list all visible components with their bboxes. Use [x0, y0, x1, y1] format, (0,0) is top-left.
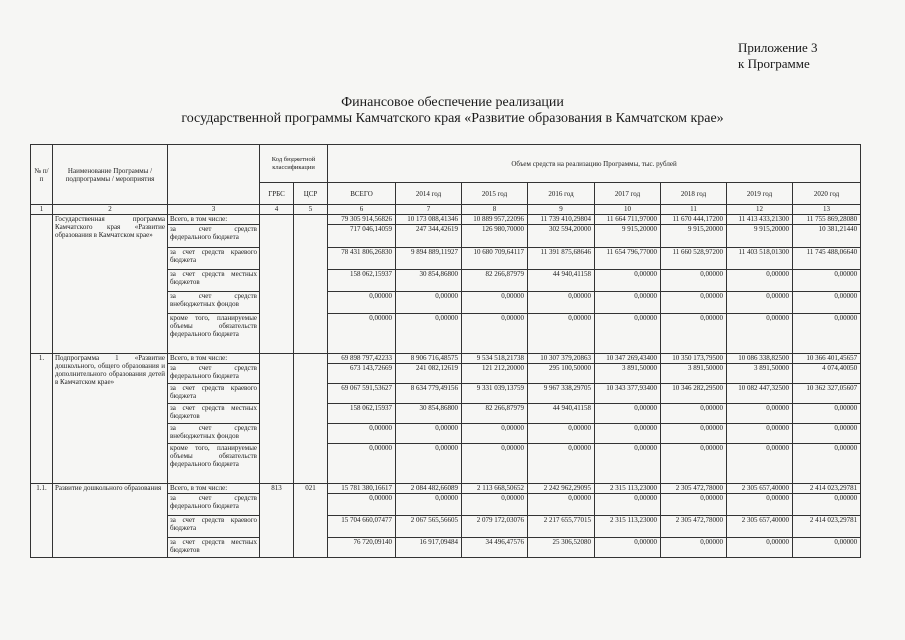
- amount-cell: 295 100,50000: [528, 364, 595, 384]
- header-grbs: ГРБС: [260, 183, 294, 205]
- amount-cell: 158 062,15937: [328, 404, 396, 424]
- col-number: 11: [661, 205, 727, 215]
- amount-cell: 126 980,70000: [462, 225, 528, 248]
- amount-cell: 3 891,50000: [595, 364, 661, 384]
- amount-cell: 69 898 797,42233: [328, 354, 396, 364]
- col-number: 1: [31, 205, 53, 215]
- amount-cell: 8 906 716,48575: [396, 354, 462, 364]
- funding-source: за счет средств местных бюджетов: [168, 270, 260, 292]
- amount-cell: 0,00000: [462, 424, 528, 444]
- col-number: 12: [727, 205, 793, 215]
- amount-cell: 2 067 565,56605: [396, 516, 462, 538]
- amount-cell: 0,00000: [528, 494, 595, 516]
- amount-cell: 0,00000: [793, 404, 861, 424]
- amount-cell: 11 391 875,68646: [528, 248, 595, 270]
- section-number: 1.: [31, 354, 53, 484]
- amount-cell: 16 917,09484: [396, 538, 462, 558]
- section-csr: [294, 354, 328, 484]
- amount-cell: 10 347 269,43400: [595, 354, 661, 364]
- amount-cell: 11 413 433,21300: [727, 215, 793, 225]
- col-number: 5: [294, 205, 328, 215]
- amount-cell: 44 940,41158: [528, 270, 595, 292]
- funding-source: за счет средств федерального бюджета: [168, 225, 260, 248]
- amount-cell: 2 305 472,78000: [661, 516, 727, 538]
- amount-cell: 0,00000: [595, 424, 661, 444]
- funding-source: за счет средств федерального бюджета: [168, 494, 260, 516]
- amount-cell: 2 242 962,29095: [528, 484, 595, 494]
- amount-cell: 0,00000: [727, 270, 793, 292]
- amount-cell: 3 891,50000: [661, 364, 727, 384]
- amount-cell: 121 212,20000: [462, 364, 528, 384]
- amount-cell: 302 594,20000: [528, 225, 595, 248]
- amount-cell: 0,00000: [595, 494, 661, 516]
- amount-cell: 0,00000: [661, 314, 727, 354]
- amount-cell: 9 894 889,11927: [396, 248, 462, 270]
- amount-cell: 11 660 528,97200: [661, 248, 727, 270]
- amount-cell: 2 305 657,40000: [727, 516, 793, 538]
- header-name: Наименование Программы / подпрограммы / мероприятия: [53, 145, 168, 205]
- amount-cell: 0,00000: [727, 494, 793, 516]
- col-number: 3: [168, 205, 260, 215]
- amount-cell: 82 266,87979: [462, 404, 528, 424]
- amount-cell: 241 082,12619: [396, 364, 462, 384]
- col-number: 13: [793, 205, 861, 215]
- section-csr: 021: [294, 484, 328, 558]
- amount-cell: 15 781 380,16617: [328, 484, 396, 494]
- amount-cell: 2 305 472,78000: [661, 484, 727, 494]
- section-name: Развитие дошкольного образования: [53, 484, 168, 558]
- table-row: [31, 484, 861, 494]
- annex-line-2: к Программе: [738, 56, 810, 71]
- amount-cell: 0,00000: [595, 538, 661, 558]
- amount-cell: 2 414 023,29781: [793, 516, 861, 538]
- amount-cell: 69 067 591,53627: [328, 384, 396, 404]
- header-2018: 2018 год: [661, 183, 727, 205]
- amount-cell: 10 346 282,29500: [661, 384, 727, 404]
- funding-source: за счет средств федерального бюджета: [168, 364, 260, 384]
- funding-source: за счет средств краевого бюджета: [168, 248, 260, 270]
- amount-cell: 0,00000: [727, 314, 793, 354]
- amount-cell: 0,00000: [595, 444, 661, 484]
- header-no: № п/п: [31, 145, 53, 205]
- amount-cell: 0,00000: [528, 444, 595, 484]
- amount-cell: 0,00000: [727, 538, 793, 558]
- funding-source: за счет средств местных бюджетов: [168, 404, 260, 424]
- amount-cell: 9 967 338,29705: [528, 384, 595, 404]
- amount-cell: 0,00000: [595, 314, 661, 354]
- title-line-2: государственной программы Камчатского края «Развитие образования в Камчатском крае»: [181, 111, 724, 126]
- amount-cell: 0,00000: [793, 424, 861, 444]
- amount-cell: 0,00000: [462, 292, 528, 314]
- amount-cell: 9 331 039,13759: [462, 384, 528, 404]
- header-2015: 2015 год: [462, 183, 528, 205]
- section-number: [31, 215, 53, 354]
- financing-table: [30, 144, 861, 558]
- amount-cell: 78 431 806,26830: [328, 248, 396, 270]
- table-row: [31, 215, 861, 225]
- amount-cell: 0,00000: [328, 494, 396, 516]
- amount-cell: 0,00000: [793, 314, 861, 354]
- header-2017: 2017 год: [595, 183, 661, 205]
- col-number: 4: [260, 205, 294, 215]
- amount-cell: 11 755 869,28080: [793, 215, 861, 225]
- amount-cell: 0,00000: [793, 444, 861, 484]
- header-2014: 2014 год: [396, 183, 462, 205]
- amount-cell: 0,00000: [462, 314, 528, 354]
- document-title: [0, 95, 905, 127]
- amount-cell: 82 266,87979: [462, 270, 528, 292]
- funding-source: за счет средств внебюджетных фондов: [168, 292, 260, 314]
- header-blank: [168, 145, 260, 205]
- column-number-row: [31, 205, 861, 215]
- amount-cell: 10 173 088,41346: [396, 215, 462, 225]
- amount-cell: 10 362 327,05607: [793, 384, 861, 404]
- header-2016: 2016 год: [528, 183, 595, 205]
- header-total: ВСЕГО: [328, 183, 396, 205]
- section-grbs: [260, 354, 294, 484]
- amount-cell: 0,00000: [328, 444, 396, 484]
- annex-line-1: Приложение 3: [738, 40, 818, 55]
- amount-cell: 11 654 796,77000: [595, 248, 661, 270]
- amount-cell: 10 307 379,20863: [528, 354, 595, 364]
- amount-cell: 0,00000: [396, 494, 462, 516]
- amount-cell: 0,00000: [727, 444, 793, 484]
- amount-cell: 34 496,47576: [462, 538, 528, 558]
- funding-source: за счет средств внебюджетных фондов: [168, 424, 260, 444]
- amount-cell: 9 915,20000: [661, 225, 727, 248]
- amount-cell: 0,00000: [396, 292, 462, 314]
- amount-cell: 0,00000: [595, 270, 661, 292]
- amount-cell: 0,00000: [661, 538, 727, 558]
- col-number: 9: [528, 205, 595, 215]
- amount-cell: 0,00000: [793, 538, 861, 558]
- amount-cell: 25 306,52080: [528, 538, 595, 558]
- col-number: 8: [462, 205, 528, 215]
- amount-cell: 717 046,14059: [328, 225, 396, 248]
- col-number: 6: [328, 205, 396, 215]
- amount-cell: 10 086 338,82500: [727, 354, 793, 364]
- section-csr: [294, 215, 328, 354]
- col-number: 7: [396, 205, 462, 215]
- amount-cell: 76 720,09140: [328, 538, 396, 558]
- amount-cell: 0,00000: [595, 292, 661, 314]
- col-number: 2: [53, 205, 168, 215]
- amount-cell: 8 634 779,49156: [396, 384, 462, 404]
- amount-cell: 2 217 655,77015: [528, 516, 595, 538]
- amount-cell: 0,00000: [595, 404, 661, 424]
- amount-cell: 30 854,86800: [396, 270, 462, 292]
- amount-cell: 44 940,41158: [528, 404, 595, 424]
- funding-source: за счет средств краевого бюджета: [168, 384, 260, 404]
- amount-cell: 0,00000: [462, 494, 528, 516]
- amount-cell: 79 305 914,56826: [328, 215, 396, 225]
- header-csr: ЦСР: [294, 183, 328, 205]
- annex-label: [738, 40, 818, 72]
- funding-source: Всего, в том числе:: [168, 354, 260, 364]
- amount-cell: 11 670 444,17200: [661, 215, 727, 225]
- funding-source: кроме того, планируемые объемы обязательств федерального бюджета: [168, 444, 260, 484]
- amount-cell: 0,00000: [528, 314, 595, 354]
- funding-source: кроме того, планируемые объемы обязательств федерального бюджета: [168, 314, 260, 354]
- section-grbs: [260, 215, 294, 354]
- amount-cell: 0,00000: [396, 424, 462, 444]
- funding-source: Всего, в том числе:: [168, 215, 260, 225]
- amount-cell: 9 915,20000: [595, 225, 661, 248]
- amount-cell: 2 315 113,23000: [595, 516, 661, 538]
- amount-cell: 0,00000: [727, 424, 793, 444]
- amount-cell: 0,00000: [793, 270, 861, 292]
- amount-cell: 0,00000: [661, 292, 727, 314]
- amount-cell: 0,00000: [396, 314, 462, 354]
- header-2019: 2019 год: [727, 183, 793, 205]
- section-number: 1.1.: [31, 484, 53, 558]
- amount-cell: 158 062,15937: [328, 270, 396, 292]
- amount-cell: 9 534 518,21738: [462, 354, 528, 364]
- amount-cell: 2 414 023,29781: [793, 484, 861, 494]
- funding-source: за счет средств местных бюджетов: [168, 538, 260, 558]
- amount-cell: 673 143,72669: [328, 364, 396, 384]
- amount-cell: 247 344,42619: [396, 225, 462, 248]
- amount-cell: 0,00000: [661, 424, 727, 444]
- amount-cell: 0,00000: [793, 292, 861, 314]
- amount-cell: 0,00000: [528, 424, 595, 444]
- section-name: Государственная программа Камчатского края «Развитие образования в Камчатском крае»: [53, 215, 168, 354]
- col-number: 10: [595, 205, 661, 215]
- section-name: Подпрограмма 1 «Развитие дошкольного, общего образования и дополнительного образования детей в Камчатском крае»: [53, 354, 168, 484]
- amount-cell: 11 664 711,97000: [595, 215, 661, 225]
- amount-cell: 11 739 410,29804: [528, 215, 595, 225]
- amount-cell: 0,00000: [328, 292, 396, 314]
- amount-cell: 2 315 113,23000: [595, 484, 661, 494]
- amount-cell: 10 350 173,79500: [661, 354, 727, 364]
- amount-cell: 2 084 482,66089: [396, 484, 462, 494]
- amount-cell: 4 074,40050: [793, 364, 861, 384]
- amount-cell: 0,00000: [528, 292, 595, 314]
- amount-cell: 15 704 660,07477: [328, 516, 396, 538]
- header-budget-code: Код бюджетной классификации: [260, 145, 328, 183]
- amount-cell: 3 891,50000: [727, 364, 793, 384]
- amount-cell: 0,00000: [661, 270, 727, 292]
- funding-source: за счет средств краевого бюджета: [168, 516, 260, 538]
- amount-cell: 2 305 657,40000: [727, 484, 793, 494]
- amount-cell: 0,00000: [661, 404, 727, 424]
- header-2020: 2020 год: [793, 183, 861, 205]
- amount-cell: 0,00000: [727, 404, 793, 424]
- amount-cell: 30 854,86800: [396, 404, 462, 424]
- amount-cell: 2 079 172,03076: [462, 516, 528, 538]
- amount-cell: 0,00000: [328, 314, 396, 354]
- title-line-1: Финансовое обеспечение реализации: [341, 95, 564, 110]
- amount-cell: 0,00000: [661, 444, 727, 484]
- amount-cell: 0,00000: [462, 444, 528, 484]
- amount-cell: 10 343 377,93400: [595, 384, 661, 404]
- amount-cell: 0,00000: [727, 292, 793, 314]
- amount-cell: 10 082 447,32500: [727, 384, 793, 404]
- amount-cell: 0,00000: [661, 494, 727, 516]
- amount-cell: 0,00000: [396, 444, 462, 484]
- table-row: [31, 354, 861, 364]
- header-row-1: [31, 145, 861, 183]
- amount-cell: 0,00000: [328, 424, 396, 444]
- amount-cell: 2 113 668,50652: [462, 484, 528, 494]
- funding-source: Всего, в том числе:: [168, 484, 260, 494]
- amount-cell: 10 381,21440: [793, 225, 861, 248]
- amount-cell: 11 745 488,06640: [793, 248, 861, 270]
- header-volume: Объем средств на реализацию Программы, тыс. рублей: [328, 145, 861, 183]
- amount-cell: 9 915,20000: [727, 225, 793, 248]
- amount-cell: 0,00000: [793, 494, 861, 516]
- amount-cell: 10 889 957,22096: [462, 215, 528, 225]
- section-grbs: 813: [260, 484, 294, 558]
- amount-cell: 10 680 709,64117: [462, 248, 528, 270]
- amount-cell: 11 403 518,01300: [727, 248, 793, 270]
- amount-cell: 10 366 401,45657: [793, 354, 861, 364]
